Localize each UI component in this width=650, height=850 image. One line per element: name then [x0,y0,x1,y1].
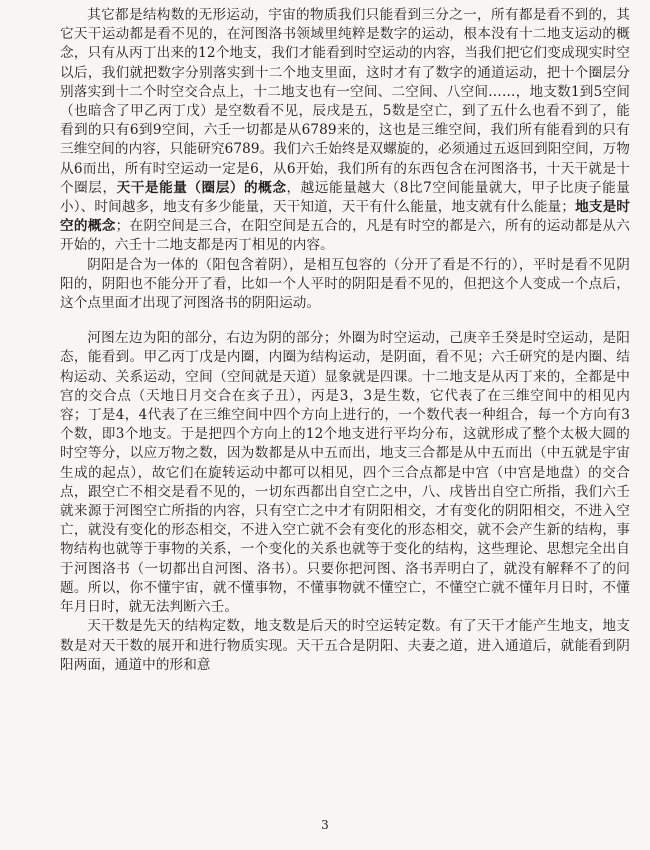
bold-text-segment: 地支是时空的概念 [60,199,630,235]
text-segment: ；在阴空间是三合，在阳空间是五合的，凡是有时空的都是六，所有的运动都是从六开始的，六壬十二地支都是丙丁相见的内容。 [60,218,630,254]
body-text [60,6,630,675]
text-segment: 其它都是结构数的无形运动，宇宙的物质我们只能看到三分之一，所有都是看不到的，其它天干运动都是看不见的，在河图洛书领域里纯粹是数字的运动，根本没有十二地支运动的概念，只有从丙丁出来的12个地支，我们才能看到时空运动的内容，当我们把它们变成现实时空以后，我们就把数字分别落实到十二个地支里面，这时才有了数字的通道运动，把十个圈层分别落实到十二个时空交合点上，十二地支也有一空间、二空间、八空间……，地支数1到5空间（也暗含了甲乙丙丁戊）是空数看不见，辰戌是五，5数是空亡，到了五什么也看不到了，能看到的只有6到9空间，六壬一切都是从6789来的，这也是三维空间，我们所有能看到的只有三维空间的内容，只能研究6789。我们六壬始终是双螺旋的，必须通过五返回到阳空间，万物从6而出，所有时空运动一定是6，从6开始，我们所有的东西包含在河图洛书，十天干就是十个圈层， [60,7,630,196]
paragraph [60,329,630,617]
text-segment: 阴阳是合为一体的（阳包含着阴），是相互包容的（分开了看是不行的），平时是看不见阴阳的，阴阳也不能分开了看，比如一个人平时的阴阳是看不见的，但把这个人变成一个点后，这个点里面才出现了河图洛书的阴阳运动。 [60,256,630,312]
paragraph [60,6,630,256]
bold-text-segment: 天干是能量（圈层）的概念 [116,179,287,196]
text-segment: 天干数是先天的结构定数，地支数是后天的时空运转定数。有了天干才能产生地支，地支数是对天干数的展开和进行物质实现。天干五合是阴阳、夫妻之道，进入通道后，就能看到阴阳两面，通道中的形和意 [60,618,630,673]
paragraph [60,256,630,314]
text-segment: 河图左边为阳的部分，右边为阴的部分；外圈为时空运动，己庚辛壬癸是时空运动，是阳态，能看到。甲乙丙丁戊是内圈，内圈为结构运动，是阴面，看不见；六壬研究的是内圈、结构运动、关系运动，空间（空间就是天道）显象就是四课。十二地支是从丙丁来的，全都是中宫的交合点（天地日月交合在亥子丑），丙是3，3是生数，它代表了在三维空间中的相见内容；丁是4，4代表了在三维空间中四个方向上进行的，一个数代表一种组合，每一个方向有3个数，即3个地支。于是把四个方向上的12个地支进行平均分布，这就形成了整个太极大圆的时空等分，以应万物之数，因为数都是从中五而出，地支三合都是从中五而出（中五就是宇宙生成的起点），故它们在旋转运动中都可以相见，四个三合点都是中宫（中宫是地盘）的交合点，跟空亡不相交是看不见的，一切东西都出自空亡之中，八、戌皆出自空亡所指，我们六壬就来源于河图空亡所指的内容，只有空亡之中才有阴阳相交，才有变化的阴阳相交，不进入空亡，就没有变化的形态相交，不进入空亡就不会有变化的形态相交，就不会产生新的结构，事物结构也就等于事物的关系，一个变化的关系也就等于变化的结构，这些理论、思想完全出自于河图洛书（一切都出自河图、洛书）。只要你把河图、洛书弄明白了，就没有解释不了的问题。所以，你不懂宇宙，就不懂事物，不懂事物就不懂空亡，不懂空亡就不懂年月日时，不懂年月日时，就无法判断六壬。 [60,330,630,616]
paragraph-gap [60,313,630,329]
page-number: 3 [321,818,329,832]
text-segment: ，越远能量越大（8比7空间能量就大，甲子比庚子能量小）、时间越多，地支有多少能量，天干知道，天干有什么能量，地支就有什么能量； [60,179,630,216]
paragraph [60,617,630,675]
